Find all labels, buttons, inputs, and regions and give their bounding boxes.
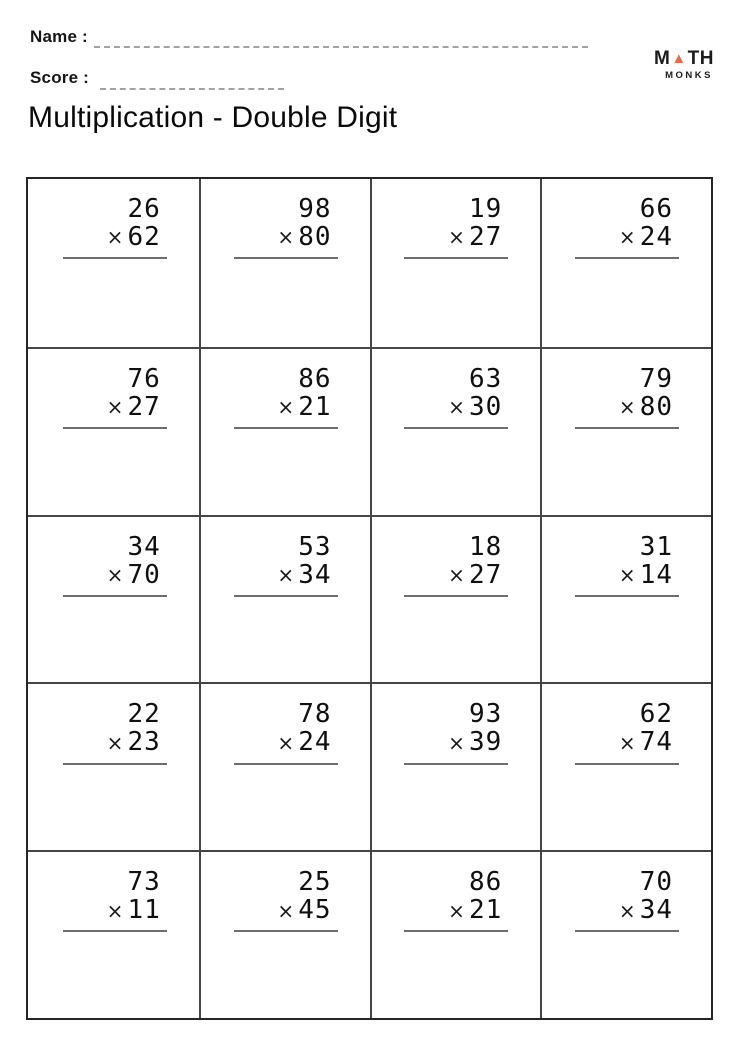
multiplicand: 66 [639,194,673,224]
multiplier: 70 [127,559,161,590]
problem-cell [28,850,199,1018]
answer-space[interactable] [542,932,679,1018]
multiplication-problem [234,868,338,932]
multiply-icon: × [448,730,465,755]
multiplier: 27 [127,391,161,422]
multiplication-problem [234,195,338,259]
multiply-icon: × [448,562,465,587]
answer-space[interactable] [542,259,679,347]
multiplier: 45 [298,895,332,926]
problems-grid [26,177,713,1020]
multiply-icon: × [277,225,295,250]
problem-cell [540,682,711,850]
multiplier: 24 [298,727,332,758]
multiplication-problem [63,700,167,764]
multiply-icon: × [277,898,295,923]
answer-space[interactable] [372,429,509,515]
answer-space[interactable] [542,765,679,851]
multiply-icon: × [618,562,636,587]
answer-space[interactable] [28,932,167,1018]
answer-space[interactable] [201,597,338,683]
logo-letters-th: TH [687,48,714,69]
multiplicand: 70 [639,867,673,898]
multiplier: 14 [639,559,673,590]
answer-space[interactable] [542,597,679,683]
multiplier: 34 [298,559,332,590]
multiplier: 30 [468,391,503,422]
problem-cell [370,682,541,850]
math-monks-logo [654,49,714,81]
multiply-icon: × [106,730,124,755]
multiplicand: 26 [127,194,161,224]
logo-letter-m: M [653,48,671,69]
multiplication-problem [63,868,167,932]
multiplicand: 86 [298,363,332,394]
multiplicand: 79 [639,363,673,394]
multiply-icon: × [618,225,636,250]
multiplicand: 31 [639,531,673,562]
multiplier: 23 [127,727,161,758]
multiplier: 11 [127,895,161,926]
multiplication-problem [575,195,679,259]
multiplier: 21 [468,895,503,926]
problem-cell [540,347,711,515]
answer-space[interactable] [372,765,509,851]
answer-space[interactable] [372,259,509,347]
multiply-icon: × [277,730,295,755]
multiplicand: 34 [127,531,161,562]
multiply-icon: × [277,562,295,587]
multiplication-problem [575,533,679,597]
multiplication-problem [404,195,508,259]
multiplication-problem [404,868,508,932]
multiplicand: 86 [468,867,503,898]
answer-space[interactable] [28,597,167,683]
score-fill-line[interactable] [100,74,284,90]
multiplication-problem [404,533,508,597]
multiplication-problem [234,533,338,597]
multiplication-problem [575,700,679,764]
multiply-icon: × [277,395,295,420]
problem-cell [540,515,711,683]
multiplier: 80 [639,391,673,422]
multiply-icon: × [448,395,465,420]
multiplicand: 76 [127,363,161,394]
multiplicand: 19 [468,194,503,224]
multiplier: 80 [298,222,332,253]
name-fill-line[interactable] [94,32,588,48]
multiplication-problem [234,700,338,764]
answer-space[interactable] [201,429,338,515]
multiplicand: 62 [639,699,673,730]
problem-cell [370,347,541,515]
multiply-icon: × [618,898,636,923]
multiply-icon: × [448,898,465,923]
multiplication-problem [234,365,338,429]
answer-space[interactable] [372,597,509,683]
problem-cell [28,682,199,850]
multiplication-problem [575,365,679,429]
problem-cell [370,850,541,1018]
multiply-icon: × [448,225,465,250]
page-title: Multiplication - Double Digit [28,101,398,134]
answer-space[interactable] [372,932,509,1018]
answer-space[interactable] [542,429,679,515]
multiply-icon: × [106,898,124,923]
problem-cell [28,179,199,347]
multiplier: 34 [639,895,673,926]
multiplication-problem [63,195,167,259]
triangle-icon: ▲ [671,50,687,67]
answer-space[interactable] [201,765,338,851]
problem-cell [199,515,370,683]
multiplier: 24 [639,222,673,253]
score-label: Score : [30,68,90,87]
multiplier: 39 [468,727,503,758]
multiplicand: 78 [298,699,332,730]
problem-cell [370,179,541,347]
multiply-icon: × [618,395,636,420]
multiplicand: 98 [298,194,332,224]
multiplier: 21 [298,391,332,422]
multiplier: 27 [468,559,503,590]
multiplication-problem [63,533,167,597]
multiplication-problem [404,700,508,764]
multiplicand: 53 [298,531,332,562]
answer-space[interactable] [28,765,167,851]
problem-cell [28,347,199,515]
problem-cell [199,682,370,850]
multiplication-problem [575,868,679,932]
name-label: Name : [30,27,88,46]
logo-top-row [654,49,714,68]
multiplicand: 63 [468,363,503,394]
multiplier: 62 [127,222,161,253]
multiplicand: 22 [127,699,161,730]
problem-cell [199,850,370,1018]
problem-cell [199,347,370,515]
answer-space[interactable] [201,259,338,347]
logo-monks-text: MONKS [665,70,713,81]
multiplicand: 73 [127,867,161,898]
problem-cell [28,515,199,683]
multiplicand: 93 [468,699,503,730]
multiplier: 74 [639,727,673,758]
multiplication-problem [63,365,167,429]
multiplicand: 25 [298,867,332,898]
problem-cell [370,515,541,683]
answer-space[interactable] [28,429,167,515]
multiply-icon: × [106,225,124,250]
multiplier: 27 [468,222,503,253]
problem-cell [540,850,711,1018]
answer-space[interactable] [28,259,167,347]
multiply-icon: × [618,730,636,755]
problem-cell [540,179,711,347]
multiply-icon: × [106,562,124,587]
multiply-icon: × [106,395,124,420]
multiplication-problem [404,365,508,429]
answer-space[interactable] [201,932,338,1018]
problem-cell [199,179,370,347]
multiplicand: 18 [468,531,503,562]
